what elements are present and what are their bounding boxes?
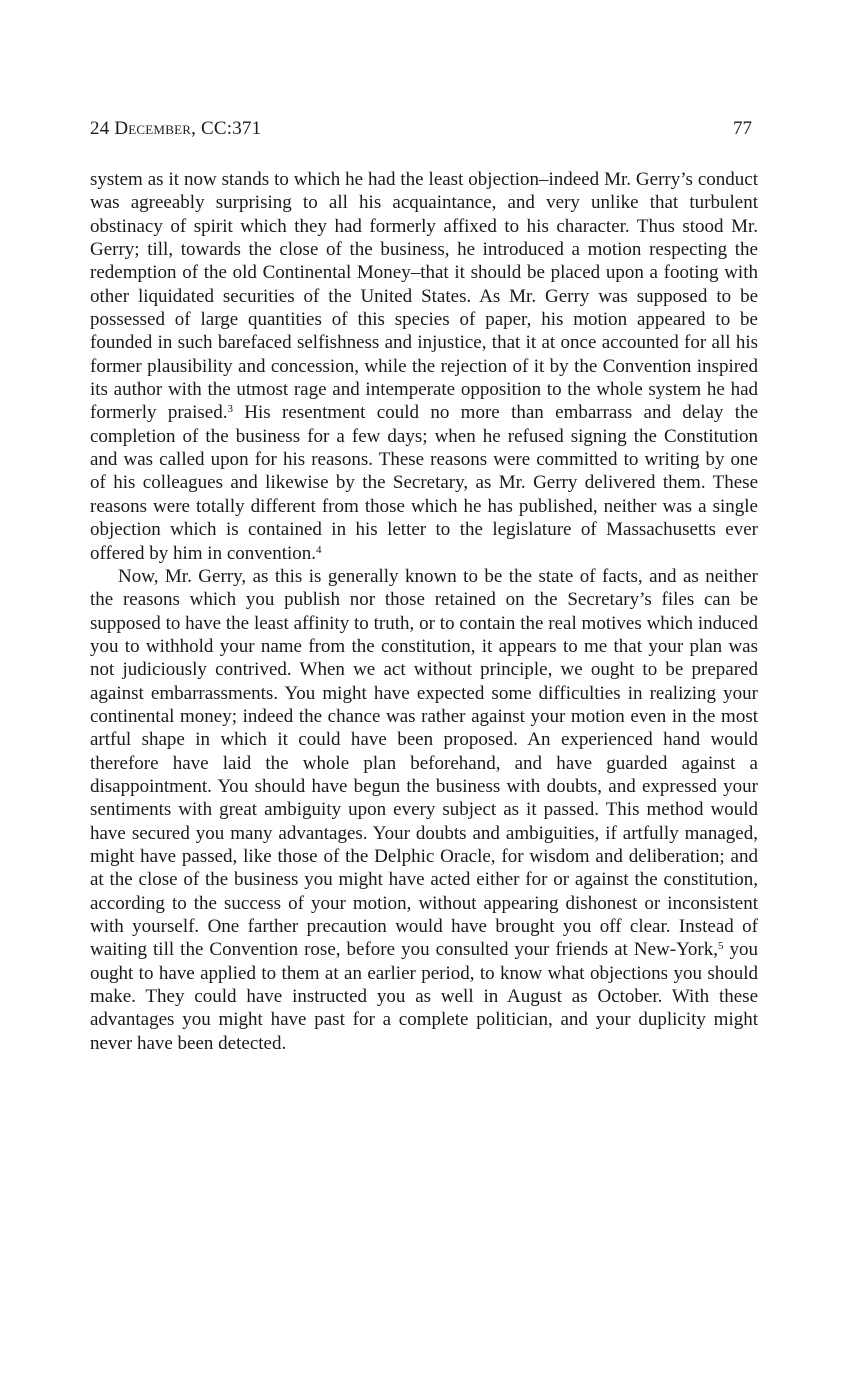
footnote-ref-5: 5 xyxy=(717,940,724,953)
paragraph-text: His resentment could no more than embarrass and delay the completion of the business for a few days; when he refused signing the Constitution and was called upon for his reasons. These reasons were committed to writing by one of his colleagues and likewise by the Secretary, as Mr. Gerry delivered them. These reasons were totally different from those which he has published, neither was a single objection which is contained in his letter to the legislature of Massachusetts ever offered by him in convention. xyxy=(90,402,759,564)
paragraph xyxy=(90,168,758,565)
paragraph xyxy=(90,565,758,1055)
paragraph-text: you ought to have applied to them at an earlier period, to know what objections you should make. They could have instructed you as well in August as October. With these advantages you might have past for a complete politician, and your duplicity might never have been detected. xyxy=(90,939,758,1054)
body-text xyxy=(90,168,758,1055)
paragraph-text: system as it now stands to which he had the least objection–indeed Mr. Gerry’s conduct was agreeably surprising to all his acquaintance, and very unlike that turbulent obstinacy of spirit which they had formerly affixed to his character. Thus stood Mr. Gerry; till, towards the close of the business, he introduced a motion respecting the redemption of the old Continental Money–that it should be placed upon a footing with other liquidated securities of the United States. As Mr. Gerry was supposed to be possessed of large quantities of this species of paper, his motion appeared to be founded in such barefaced selfishness and injustice, that it at once accounted for all his former plausibility and concession, while the rejection of it by the Convention inspired its author with the utmost rage and intemperate opposition to the whole system he had formerly praised. xyxy=(90,169,758,424)
running-head xyxy=(90,118,758,146)
footnote-ref-4: 4 xyxy=(316,543,322,556)
date-day: 24 xyxy=(90,118,110,139)
date-month: December xyxy=(114,118,192,139)
footnote-ref-3: 3 xyxy=(227,403,233,416)
document-reference: CC:371 xyxy=(200,118,262,139)
paragraph-text: Now, Mr. Gerry, as this is generally known to be the state of facts, and as neither the reasons which you publish nor those retained on the Secretary’s files can be supposed to have the least affinity to truth, or to contain the real motives which induced you to withhold your name from the constitution, it appears to me that your plan was not judiciously contrived. When we act without principle, we ought to be prepared against embarrassments. You might have expected some difficulties in realizing your continental money; indeed the chance was rather against your motion even in the most artful shape in which it could have been proposed. An experienced hand would therefore have laid the whole plan beforehand, and have guarded against a disappointment. You should have begun the business with doubts, and expressed your sentiments with great ambiguity upon every subject as it passed. This method would have secured you many advantages. Your doubts and ambiguities, if artfully managed, might have passed, like those of the Delphic Oracle, for wisdom and deliberation; and at the close of the business you might have acted either for or against the constitution, according to the success of your motion, without appearing dishonest or inconsistent with yourself. One farther precaution would have brought you off clear. Instead of waiting till the Convention rose, before you consulted your friends at New-York, xyxy=(90,565,758,961)
page-number: 77 xyxy=(733,118,752,139)
document-page xyxy=(90,118,758,1055)
running-head-left: 24 December, CC:371 xyxy=(90,118,262,139)
